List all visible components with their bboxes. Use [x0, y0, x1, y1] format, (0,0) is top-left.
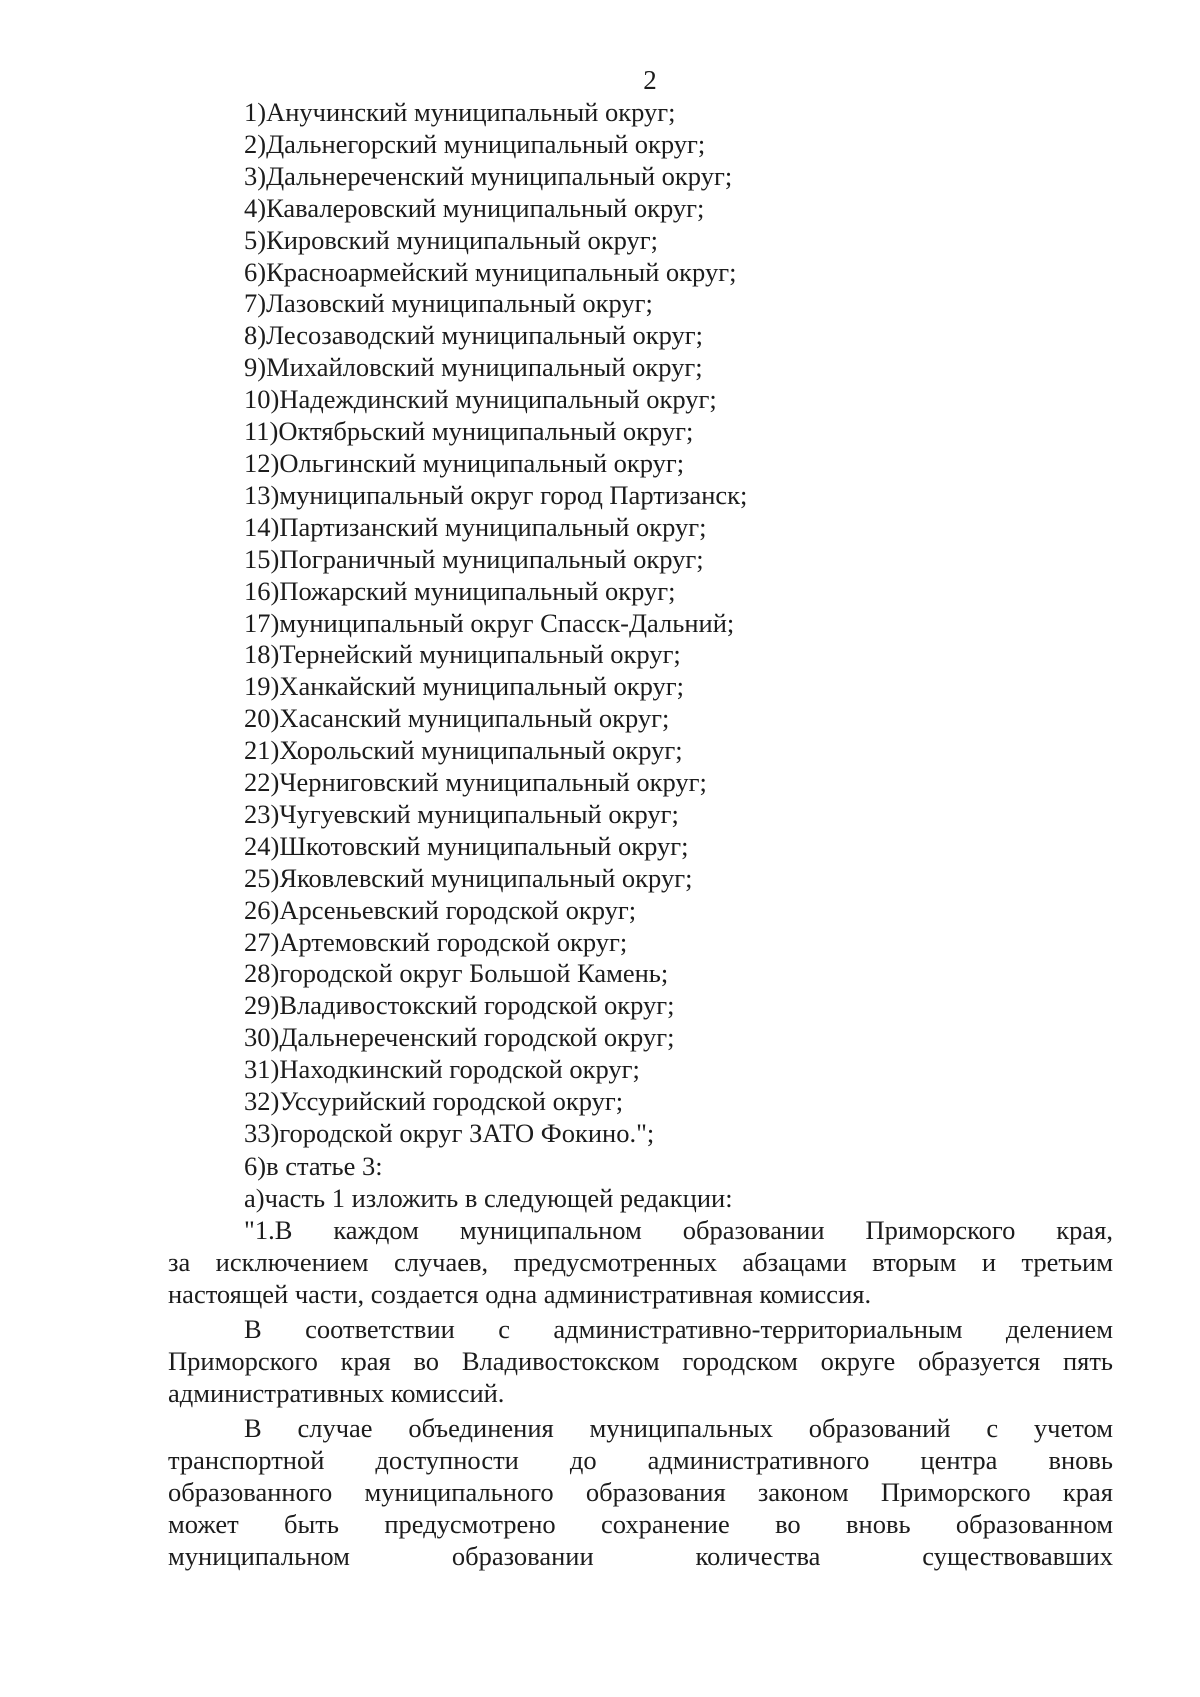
list-item: 31)Находкинский городской округ;	[244, 1054, 640, 1085]
district-list	[244, 97, 1144, 1150]
paragraph-3	[168, 1412, 1113, 1572]
item-a-heading: а)часть 1 изложить в следующей редакции:	[244, 1183, 733, 1213]
list-item: 20)Хасанский муниципальный округ;	[244, 703, 670, 734]
list-item: 28)городской округ Большой Камень;	[244, 958, 669, 989]
list-item: 11)Октябрьский муниципальный округ;	[244, 416, 694, 447]
list-item: 30)Дальнереченский городской округ;	[244, 1022, 675, 1053]
paragraph-line: транспортной доступности до административного центра вновь	[168, 1445, 1113, 1475]
list-item: 6)Красноармейский муниципальный округ;	[244, 256, 737, 287]
list-item: 21)Хорольский муниципальный округ;	[244, 735, 683, 766]
list-item: 16)Пожарский муниципальный округ;	[244, 575, 676, 606]
list-item: 8)Лесозаводский муниципальный округ;	[244, 320, 703, 351]
list-item: 23)Чугуевский муниципальный округ;	[244, 798, 679, 829]
paragraph-line: административных комиссий.	[168, 1378, 505, 1408]
list-item: 17)муниципальный округ Спасск-Дальний;	[244, 607, 735, 638]
list-item: 22)Черниговский муниципальный округ;	[244, 767, 707, 798]
list-item: 5)Кировский муниципальный округ;	[244, 224, 658, 255]
paragraph-line: за исключением случаев, предусмотренных абзацами вторым и третьим	[168, 1247, 1113, 1277]
list-item: 4)Кавалеровский муниципальный округ;	[244, 192, 705, 223]
list-item: 19)Ханкайский муниципальный округ;	[244, 671, 684, 702]
paragraph-line: "1.В каждом муниципальном образовании Приморского края,	[244, 1215, 1113, 1245]
list-item: 14)Партизанский муниципальный округ;	[244, 511, 707, 542]
list-item: 15)Пограничный муниципальный округ;	[244, 543, 704, 574]
list-item: 32)Уссурийский городской округ;	[244, 1086, 624, 1117]
paragraph-line: настоящей части, создается одна административная комиссия.	[168, 1279, 872, 1309]
list-item: 7)Лазовский муниципальный округ;	[244, 288, 653, 319]
list-item: 13)муниципальный округ город Партизанск;	[244, 479, 748, 510]
list-item: 12)Ольгинский муниципальный округ;	[244, 447, 685, 478]
page-number: 2	[643, 65, 657, 95]
paragraph-line: Приморского края во Владивостокском городском округе образуется пять	[168, 1346, 1113, 1376]
list-item: 24)Шкотовский муниципальный округ;	[244, 830, 689, 861]
paragraph-line: В случае объединения муниципальных образований с учетом	[244, 1413, 1113, 1443]
list-item: 27)Артемовский городской округ;	[244, 926, 628, 957]
item-6-heading: 6)в статье 3:	[244, 1151, 383, 1181]
list-item: 18)Тернейский муниципальный округ;	[244, 639, 681, 670]
list-item: 33)городской округ ЗАТО Фокино.";	[244, 1118, 655, 1148]
list-item: 3)Дальнереченский муниципальный округ;	[244, 160, 733, 191]
list-item: 25)Яковлевский муниципальный округ;	[244, 862, 693, 893]
paragraph-line: образованного муниципального образования законом Приморского края	[168, 1477, 1113, 1507]
paragraph-2	[168, 1313, 1113, 1409]
list-item: 9)Михайловский муниципальный округ;	[244, 352, 703, 383]
list-item: 29)Владивостокский городской округ;	[244, 990, 675, 1021]
list-item: 2)Дальнегорский муниципальный округ;	[244, 128, 706, 159]
list-item: 26)Арсеньевский городской округ;	[244, 894, 637, 925]
paragraph-line: может быть предусмотрено сохранение во вновь образованном	[168, 1509, 1113, 1539]
list-item: 10)Надеждинский муниципальный округ;	[244, 384, 717, 415]
paragraph-1	[168, 1214, 1113, 1310]
paragraph-line: В соответствии с административно-территориальным делением	[244, 1314, 1113, 1344]
list-item: 1)Анучинский муниципальный округ;	[244, 97, 676, 127]
paragraph-line: муниципальном образовании количества существовавших	[168, 1541, 1113, 1571]
